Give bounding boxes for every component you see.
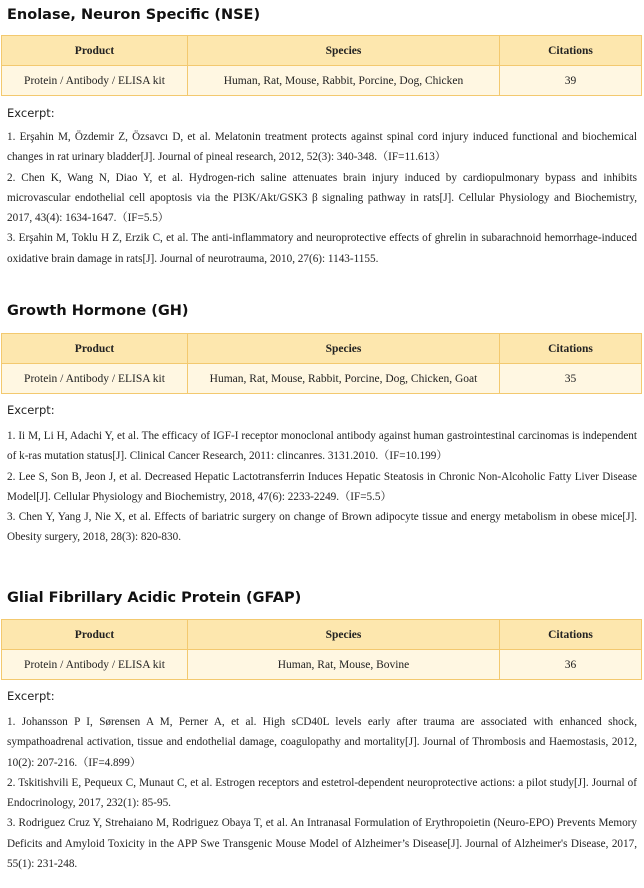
reference-item: 2. Tskitishvili E, Pequeux C, Munaut C, et al. Estrogen receptors and estetrol-dependent neuroprotective actions: a pilot study[J]. Journal of Endocrinology, 2017, 232(1): 85-95. bbox=[7, 776, 637, 810]
reference-item: 2. Lee S, Son B, Jeon J, et al. Decreased Hepatic Lactotransferrin Induces Hepatic Steatosis in Chronic Non-Alcoholic Fatty Liver Disease Model[J]. Cellular Physiology and Biochemistry, 2018, 47(6): 2233-2249.（IF=5.5） bbox=[7, 470, 637, 503]
reference-item: 1. Ii M, Li H, Adachi Y, et al. The efficacy of IGF-I receptor monoclonal antibody against human gastrointestinal carcinomas is independent of k-ras mutation status[J]. Clinical Cancer Research, 2011: clincanres. 3131.2010.（IF=10.199） bbox=[7, 430, 637, 463]
section-title: Enolase, Neuron Specific (NSE) bbox=[7, 7, 261, 23]
header-product: Product bbox=[2, 36, 188, 66]
species-cell: Human, Rat, Mouse, Bovine bbox=[188, 650, 500, 680]
info-table bbox=[1, 35, 642, 96]
species-cell: Human, Rat, Mouse, Rabbit, Porcine, Dog, Chicken, Goat bbox=[188, 364, 500, 394]
header-citations: Citations bbox=[500, 334, 642, 364]
header-product: Product bbox=[2, 620, 188, 650]
citations-cell: 39 bbox=[500, 66, 642, 96]
header-citations: Citations bbox=[500, 620, 642, 650]
reference-list bbox=[7, 426, 637, 548]
excerpt-label: Excerpt: bbox=[7, 106, 55, 120]
table-header-row bbox=[2, 36, 642, 66]
header-citations: Citations bbox=[500, 36, 642, 66]
header-product: Product bbox=[2, 334, 188, 364]
reference-list bbox=[7, 712, 637, 874]
header-species: Species bbox=[188, 36, 500, 66]
reference-item: 2. Chen K, Wang N, Diao Y, et al. Hydrogen-rich saline attenuates brain injury induced by cardiopulmonary bypass and inhibits microvascular endothelial cell apoptosis via the PI3K/Akt/GSK3 β signaling pathway in rats[J]. Cellular Physiology and Biochemistry, 2017, 43(4): 1634-1647.（IF=5.5） bbox=[7, 171, 637, 225]
header-species: Species bbox=[188, 620, 500, 650]
table-row bbox=[2, 66, 642, 96]
reference-item: 3. Erşahin M, Toklu H Z, Erzik C, et al. The anti-inflammatory and neuroprotective effects of ghrelin in subarachnoid hemorrhage-induced oxidative brain damage in rats[J]. Journal of neurotrauma, 2010, 27(6): 1143-1155. bbox=[7, 232, 637, 265]
table-header-row bbox=[2, 620, 642, 650]
reference-item: 3. Chen Y, Yang J, Nie X, et al. Effects of bariatric surgery on change of Brown adipocyte tissue and energy metabolism in obese mice[J]. Obesity surgery, 2018, 28(3): 820-830. bbox=[7, 511, 637, 544]
section-title: Glial Fibrillary Acidic Protein (GFAP) bbox=[7, 590, 302, 606]
reference-list bbox=[7, 127, 637, 269]
excerpt-label: Excerpt: bbox=[7, 689, 55, 703]
table-row bbox=[2, 364, 642, 394]
product-cell: Protein / Antibody / ELISA kit bbox=[2, 364, 188, 394]
species-cell: Human, Rat, Mouse, Rabbit, Porcine, Dog, Chicken bbox=[188, 66, 500, 96]
reference-item: 1. Erşahin M, Özdemir Z, Özsavcı D, et al. Melatonin treatment protects against spinal cord injury induced functional and biochemical changes in rat urinary bladder[J]. Journal of pineal research, 2012, 52(3): 340-348.（IF=11.613） bbox=[7, 131, 637, 164]
info-table bbox=[1, 619, 642, 680]
section-title: Growth Hormone (GH) bbox=[7, 303, 189, 319]
excerpt-label: Excerpt: bbox=[7, 403, 55, 417]
reference-item: 1. Johansson P I, Sørensen A M, Perner A, et al. High sCD40L levels early after trauma are associated with enhanced shock, sympathoadrenal activation, tissue and endothelial damage, coagulopathy and mortality[J]. Journal of Thrombosis and Haemostasis, 2012, 10(2): 207-216.（IF=4.899） bbox=[7, 716, 637, 769]
reference-item: 3. Rodriguez Cruz Y, Strehaiano M, Rodriguez Obaya T, et al. An Intranasal Formulation of Erythropoietin (Neuro-EPO) Prevents Memory Deficits and Amyloid Toxicity in the APP Swe Transgenic Mouse Model of Alzheimer’s Disease[J]. Journal of Alzheimer's Disease, 2017, 55(1): 231-248. bbox=[7, 817, 637, 871]
product-cell: Protein / Antibody / ELISA kit bbox=[2, 650, 188, 680]
table-row bbox=[2, 650, 642, 680]
header-species: Species bbox=[188, 334, 500, 364]
citations-cell: 36 bbox=[500, 650, 642, 680]
info-table bbox=[1, 333, 642, 394]
table-header-row bbox=[2, 334, 642, 364]
citations-cell: 35 bbox=[500, 364, 642, 394]
product-cell: Protein / Antibody / ELISA kit bbox=[2, 66, 188, 96]
